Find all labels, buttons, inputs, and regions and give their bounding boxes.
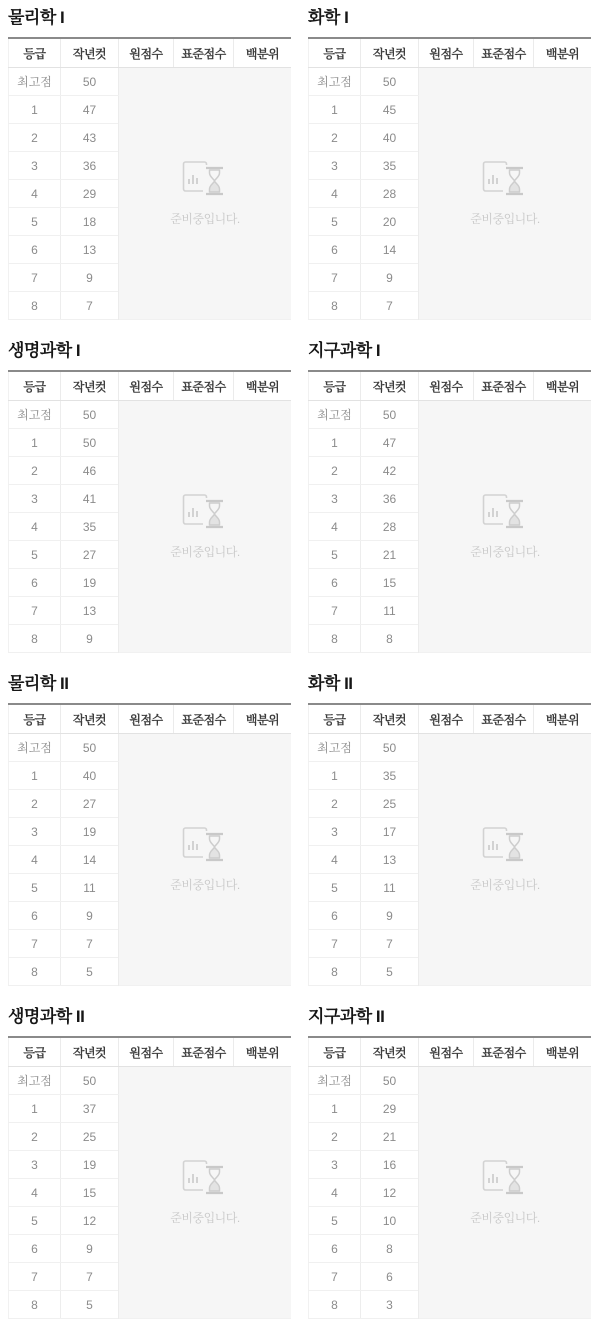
grade-cell: 4	[309, 1179, 361, 1207]
table-body	[309, 734, 592, 986]
grade-cell: 3	[9, 818, 61, 846]
grade-cell: 최고점	[9, 401, 61, 429]
last-year-cut-cell: 45	[361, 96, 419, 124]
table-body	[309, 1067, 592, 1319]
grade-cell: 7	[9, 597, 61, 625]
last-year-cut-cell: 50	[361, 401, 419, 429]
subject-title: 물리학 I	[8, 8, 65, 27]
last-year-cut-cell: 10	[361, 1207, 419, 1235]
grade-cell: 8	[309, 958, 361, 986]
last-year-cut-cell: 3	[361, 1291, 419, 1319]
last-year-cut-cell: 7	[61, 292, 119, 320]
col-header-grade: 등급	[309, 371, 361, 401]
last-year-cut-cell: 50	[361, 734, 419, 762]
last-year-cut-cell: 25	[361, 790, 419, 818]
table-row	[309, 68, 592, 96]
last-year-cut-cell: 8	[361, 625, 419, 653]
pending-cell	[419, 68, 592, 320]
pending-text: 준비중입니다.	[470, 544, 540, 559]
grade-cell: 3	[309, 485, 361, 513]
col-header-grade: 등급	[9, 38, 61, 68]
grade-cell: 3	[309, 1151, 361, 1179]
grade-cell: 5	[9, 874, 61, 902]
col-header-standard-score: 표준점수	[174, 704, 234, 734]
col-header-percentile: 백분위	[534, 1037, 592, 1067]
col-header-raw-score: 원점수	[119, 38, 174, 68]
col-header-percentile: 백분위	[234, 704, 292, 734]
table-header-row	[309, 371, 592, 401]
last-year-cut-cell: 19	[61, 569, 119, 597]
grade-cell: 7	[309, 597, 361, 625]
grade-cell: 8	[9, 1291, 61, 1319]
pending-cell	[419, 401, 592, 653]
last-year-cut-cell: 21	[361, 541, 419, 569]
col-header-grade: 등급	[309, 38, 361, 68]
last-year-cut-cell: 37	[61, 1095, 119, 1123]
report-hourglass-icon	[182, 1159, 228, 1197]
subject-title: 지구과학 I	[308, 341, 381, 360]
last-year-cut-cell: 12	[61, 1207, 119, 1235]
last-year-cut-cell: 35	[61, 513, 119, 541]
grade-cell: 8	[309, 625, 361, 653]
grade-cell: 1	[9, 762, 61, 790]
last-year-cut-cell: 6	[361, 1263, 419, 1291]
grade-cell: 4	[9, 846, 61, 874]
col-header-grade: 등급	[309, 704, 361, 734]
pending-cell	[119, 1067, 292, 1319]
col-header-last-year-cut: 작년컷	[361, 1037, 419, 1067]
col-header-standard-score: 표준점수	[474, 38, 534, 68]
grade-cell: 8	[9, 958, 61, 986]
pending-placeholder	[170, 160, 239, 227]
last-year-cut-cell: 13	[361, 846, 419, 874]
grade-cell: 3	[9, 152, 61, 180]
col-header-standard-score: 표준점수	[474, 704, 534, 734]
col-header-last-year-cut: 작년컷	[61, 38, 119, 68]
table-header-row	[9, 371, 292, 401]
grade-cell: 3	[309, 152, 361, 180]
col-header-raw-score: 원점수	[419, 1037, 474, 1067]
table-header-row	[9, 704, 292, 734]
pending-text: 준비중입니다.	[170, 544, 240, 559]
col-header-last-year-cut: 작년컷	[361, 371, 419, 401]
last-year-cut-cell: 7	[361, 930, 419, 958]
col-header-standard-score: 표준점수	[474, 1037, 534, 1067]
grade-cell: 5	[309, 1207, 361, 1235]
table-body	[309, 68, 592, 320]
col-header-last-year-cut: 작년컷	[61, 704, 119, 734]
grade-cell: 8	[309, 292, 361, 320]
pending-cell	[119, 401, 292, 653]
cut-table	[8, 37, 291, 320]
last-year-cut-cell: 11	[361, 874, 419, 902]
last-year-cut-cell: 27	[61, 790, 119, 818]
grade-cell: 1	[9, 1095, 61, 1123]
report-hourglass-icon	[482, 493, 528, 531]
grade-cell: 1	[9, 429, 61, 457]
last-year-cut-cell: 5	[361, 958, 419, 986]
table-body	[9, 1067, 292, 1319]
grade-cell: 최고점	[9, 1067, 61, 1095]
grade-cell: 2	[9, 790, 61, 818]
table-row	[9, 68, 292, 96]
col-header-standard-score: 표준점수	[474, 371, 534, 401]
table-header-row	[309, 1037, 592, 1067]
col-header-percentile: 백분위	[234, 38, 292, 68]
pending-text: 준비중입니다.	[470, 211, 540, 226]
last-year-cut-cell: 20	[361, 208, 419, 236]
grade-cell: 2	[309, 790, 361, 818]
grade-cell: 3	[9, 1151, 61, 1179]
grade-cell: 최고점	[309, 401, 361, 429]
panel-life-science-2	[8, 1007, 291, 1340]
last-year-cut-cell: 9	[361, 264, 419, 292]
grade-cell: 1	[9, 96, 61, 124]
last-year-cut-cell: 7	[61, 1263, 119, 1291]
grade-cell: 6	[309, 569, 361, 597]
pending-cell	[119, 734, 292, 986]
col-header-raw-score: 원점수	[419, 38, 474, 68]
grade-cell: 8	[309, 1291, 361, 1319]
grade-cell: 7	[309, 264, 361, 292]
last-year-cut-cell: 35	[361, 762, 419, 790]
grade-cell: 2	[9, 1123, 61, 1151]
pending-placeholder	[170, 826, 239, 893]
grade-cell: 6	[9, 1235, 61, 1263]
col-header-percentile: 백분위	[234, 1037, 292, 1067]
last-year-cut-cell: 50	[61, 401, 119, 429]
table-body	[9, 734, 292, 986]
col-header-raw-score: 원점수	[119, 371, 174, 401]
pending-placeholder	[170, 1159, 239, 1226]
last-year-cut-cell: 15	[361, 569, 419, 597]
table-row	[9, 401, 292, 429]
last-year-cut-cell: 11	[361, 597, 419, 625]
grade-cell: 최고점	[9, 68, 61, 96]
last-year-cut-cell: 40	[61, 762, 119, 790]
last-year-cut-cell: 14	[61, 846, 119, 874]
col-header-raw-score: 원점수	[119, 704, 174, 734]
grade-cell: 3	[309, 818, 361, 846]
grade-cell: 4	[9, 1179, 61, 1207]
col-header-last-year-cut: 작년컷	[61, 1037, 119, 1067]
last-year-cut-cell: 50	[361, 1067, 419, 1095]
last-year-cut-cell: 16	[361, 1151, 419, 1179]
grade-cell: 4	[9, 180, 61, 208]
last-year-cut-cell: 7	[61, 930, 119, 958]
table-header-row	[309, 38, 592, 68]
cut-table	[308, 37, 591, 320]
pending-placeholder	[470, 1159, 539, 1226]
report-hourglass-icon	[182, 160, 228, 198]
col-header-grade: 등급	[9, 1037, 61, 1067]
last-year-cut-cell: 27	[61, 541, 119, 569]
grade-cell: 5	[309, 541, 361, 569]
last-year-cut-cell: 8	[361, 1235, 419, 1263]
pending-text: 준비중입니다.	[470, 877, 540, 892]
grade-cell: 5	[9, 541, 61, 569]
panel-chemistry-2	[308, 674, 591, 1007]
panel-earth-science-2	[308, 1007, 591, 1340]
table-header-row	[9, 1037, 292, 1067]
col-header-raw-score: 원점수	[119, 1037, 174, 1067]
grade-cell: 1	[309, 96, 361, 124]
grade-cell: 7	[9, 930, 61, 958]
last-year-cut-cell: 36	[61, 152, 119, 180]
last-year-cut-cell: 9	[61, 1235, 119, 1263]
last-year-cut-cell: 15	[61, 1179, 119, 1207]
col-header-percentile: 백분위	[534, 371, 592, 401]
col-header-grade: 등급	[9, 371, 61, 401]
subject-title: 지구과학 II	[308, 1007, 385, 1026]
table-body	[9, 68, 292, 320]
last-year-cut-cell: 9	[361, 902, 419, 930]
last-year-cut-cell: 50	[61, 68, 119, 96]
last-year-cut-cell: 25	[61, 1123, 119, 1151]
pending-cell	[419, 734, 592, 986]
grade-cell: 최고점	[309, 734, 361, 762]
grade-cell: 최고점	[309, 1067, 361, 1095]
grade-cell: 2	[9, 124, 61, 152]
last-year-cut-cell: 17	[361, 818, 419, 846]
grade-cell: 7	[9, 1263, 61, 1291]
col-header-standard-score: 표준점수	[174, 38, 234, 68]
col-header-grade: 등급	[309, 1037, 361, 1067]
last-year-cut-cell: 42	[361, 457, 419, 485]
pending-placeholder	[170, 493, 239, 560]
table-row	[9, 1067, 292, 1095]
grade-cell: 4	[9, 513, 61, 541]
table-row	[309, 734, 592, 762]
grade-cell: 6	[309, 1235, 361, 1263]
panel-physics-2	[8, 674, 291, 1007]
last-year-cut-cell: 50	[61, 429, 119, 457]
grade-cell: 6	[9, 569, 61, 597]
last-year-cut-cell: 9	[61, 264, 119, 292]
grade-cell: 1	[309, 1095, 361, 1123]
last-year-cut-cell: 36	[361, 485, 419, 513]
col-header-raw-score: 원점수	[419, 371, 474, 401]
pending-placeholder	[470, 826, 539, 893]
grade-cell: 7	[309, 1263, 361, 1291]
report-hourglass-icon	[182, 493, 228, 531]
cut-table	[308, 1036, 591, 1319]
grade-cell: 5	[309, 208, 361, 236]
report-hourglass-icon	[182, 826, 228, 864]
table-row	[9, 734, 292, 762]
last-year-cut-cell: 9	[61, 625, 119, 653]
grade-cell: 1	[309, 762, 361, 790]
pending-text: 준비중입니다.	[170, 877, 240, 892]
grade-cell: 3	[9, 485, 61, 513]
report-hourglass-icon	[482, 160, 528, 198]
cut-table	[308, 703, 591, 986]
last-year-cut-cell: 47	[61, 96, 119, 124]
col-header-percentile: 백분위	[234, 371, 292, 401]
subject-title: 생명과학 I	[8, 341, 81, 360]
grade-cell: 2	[309, 457, 361, 485]
last-year-cut-cell: 50	[361, 68, 419, 96]
table-row	[309, 1067, 592, 1095]
pending-text: 준비중입니다.	[170, 1210, 240, 1225]
last-year-cut-cell: 35	[361, 152, 419, 180]
last-year-cut-cell: 46	[61, 457, 119, 485]
last-year-cut-cell: 7	[361, 292, 419, 320]
table-body	[309, 401, 592, 653]
panel-earth-science-1	[308, 341, 591, 674]
last-year-cut-cell: 41	[61, 485, 119, 513]
last-year-cut-cell: 14	[361, 236, 419, 264]
grade-cell: 2	[309, 1123, 361, 1151]
last-year-cut-cell: 50	[61, 734, 119, 762]
pending-text: 준비중입니다.	[470, 1210, 540, 1225]
grade-cell: 7	[309, 930, 361, 958]
last-year-cut-cell: 21	[361, 1123, 419, 1151]
grade-cell: 2	[309, 124, 361, 152]
cut-table	[8, 1036, 291, 1319]
last-year-cut-cell: 47	[361, 429, 419, 457]
pending-placeholder	[470, 493, 539, 560]
grade-cell: 8	[9, 625, 61, 653]
last-year-cut-cell: 9	[61, 902, 119, 930]
col-header-percentile: 백분위	[534, 38, 592, 68]
last-year-cut-cell: 29	[361, 1095, 419, 1123]
last-year-cut-cell: 18	[61, 208, 119, 236]
grade-cell: 6	[309, 236, 361, 264]
grade-cell: 6	[9, 902, 61, 930]
grade-cell: 최고점	[309, 68, 361, 96]
table-body	[9, 401, 292, 653]
cut-table	[8, 370, 291, 653]
cut-table	[8, 703, 291, 986]
last-year-cut-cell: 50	[61, 1067, 119, 1095]
grade-cell: 5	[309, 874, 361, 902]
grade-cell: 6	[309, 902, 361, 930]
col-header-grade: 등급	[9, 704, 61, 734]
grade-cell: 4	[309, 180, 361, 208]
last-year-cut-cell: 28	[361, 180, 419, 208]
last-year-cut-cell: 43	[61, 124, 119, 152]
col-header-percentile: 백분위	[534, 704, 592, 734]
grade-cell: 7	[9, 264, 61, 292]
table-header-row	[309, 704, 592, 734]
report-hourglass-icon	[482, 826, 528, 864]
last-year-cut-cell: 19	[61, 1151, 119, 1179]
pending-cell	[119, 68, 292, 320]
last-year-cut-cell: 11	[61, 874, 119, 902]
grade-cell: 8	[9, 292, 61, 320]
col-header-last-year-cut: 작년컷	[361, 38, 419, 68]
col-header-standard-score: 표준점수	[174, 1037, 234, 1067]
last-year-cut-cell: 5	[61, 958, 119, 986]
grade-cell: 2	[9, 457, 61, 485]
table-row	[309, 401, 592, 429]
grade-cell: 5	[9, 1207, 61, 1235]
subject-title: 생명과학 II	[8, 1007, 85, 1026]
col-header-last-year-cut: 작년컷	[361, 704, 419, 734]
last-year-cut-cell: 12	[361, 1179, 419, 1207]
last-year-cut-cell: 13	[61, 236, 119, 264]
grade-cell: 6	[9, 236, 61, 264]
grade-cell: 5	[9, 208, 61, 236]
col-header-last-year-cut: 작년컷	[61, 371, 119, 401]
last-year-cut-cell: 5	[61, 1291, 119, 1319]
panel-physics-1	[8, 8, 291, 341]
pending-text: 준비중입니다.	[170, 211, 240, 226]
subject-title: 물리학 II	[8, 674, 69, 693]
cut-table	[308, 370, 591, 653]
panel-life-science-1	[8, 341, 291, 674]
pending-cell	[419, 1067, 592, 1319]
last-year-cut-cell: 19	[61, 818, 119, 846]
last-year-cut-cell: 13	[61, 597, 119, 625]
last-year-cut-cell: 29	[61, 180, 119, 208]
pending-placeholder	[470, 160, 539, 227]
last-year-cut-cell: 28	[361, 513, 419, 541]
subject-title: 화학 II	[308, 674, 353, 693]
grade-cell: 4	[309, 846, 361, 874]
col-header-raw-score: 원점수	[419, 704, 474, 734]
table-header-row	[9, 38, 292, 68]
col-header-standard-score: 표준점수	[174, 371, 234, 401]
grade-cell: 최고점	[9, 734, 61, 762]
report-hourglass-icon	[482, 1159, 528, 1197]
last-year-cut-cell: 40	[361, 124, 419, 152]
grade-cell: 1	[309, 429, 361, 457]
subject-title: 화학 I	[308, 8, 349, 27]
grade-cell: 4	[309, 513, 361, 541]
panel-chemistry-1	[308, 8, 591, 341]
